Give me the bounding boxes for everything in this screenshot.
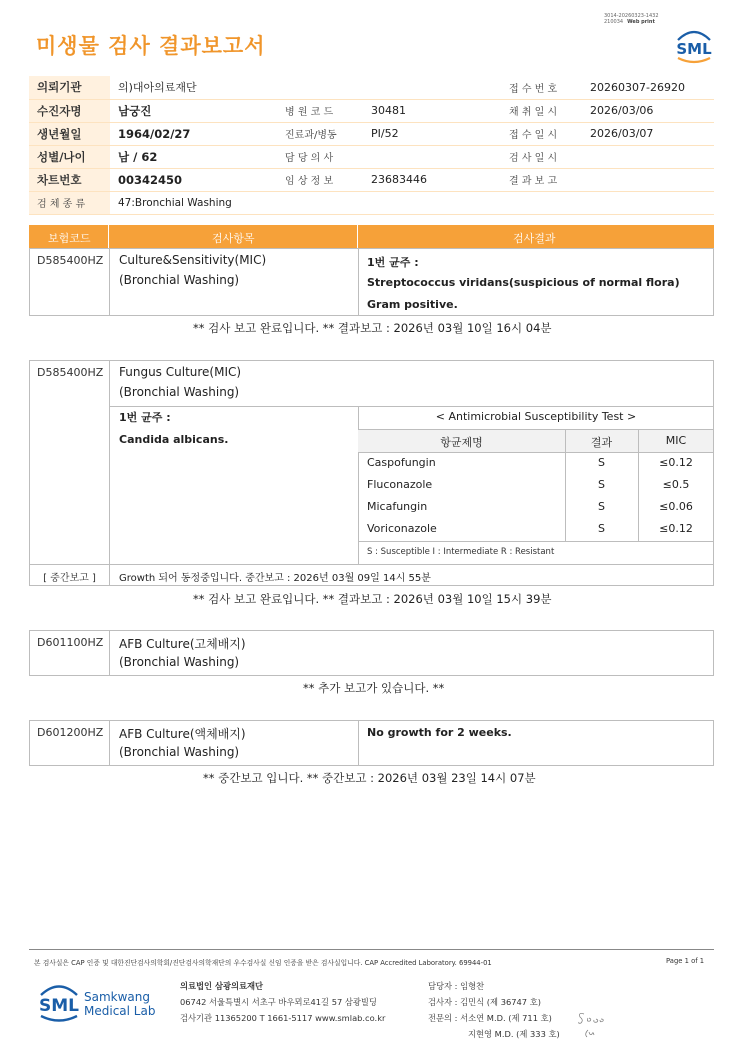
ast-drug-result: S [598, 456, 605, 469]
block3-item-line1: AFB Culture(고체배지) [119, 637, 246, 651]
result-block-fungus [29, 360, 714, 586]
ast-drug-result: S [598, 478, 605, 491]
interim-text: Growth 되어 동정중입니다. 중간보고 : 2026년 03월 09일 14시 55분 [119, 573, 431, 584]
ast-drug-mic: ≤0.12 [659, 456, 693, 469]
clinical-value: 23683446 [363, 168, 501, 191]
patient-value: 남궁진 [110, 99, 277, 122]
chart-label: 차트번호 [29, 168, 110, 191]
staff-label-3: 전문의 : [428, 1013, 458, 1023]
doc-code-line1: 3014-20260323-1432 [604, 13, 659, 19]
org-address: 06742 서울특별시 서초구 바우뫼로41길 57 삼광빌딩 [180, 997, 377, 1007]
staff-label-2: 검사자 : [428, 997, 458, 1007]
sml-logo [672, 26, 716, 64]
block4-item-line1: AFB Culture(액체배지) [119, 727, 246, 741]
hospital-code-value: 30481 [363, 99, 501, 122]
block3-note: ** 추가 보고가 있습니다. ** [303, 681, 445, 695]
patient-label: 수진자명 [29, 99, 110, 122]
footer-sml-logo [36, 980, 82, 1024]
ast-drug-mic: ≤0.5 [662, 478, 690, 491]
block4-item-line2: (Bronchial Washing) [119, 745, 240, 759]
test-date-label: 검 사 일 시 [501, 145, 582, 168]
requester-label: 의뢰기관 [29, 76, 110, 99]
result-block-afb-solid [29, 630, 714, 676]
ast-col-drug: 항균제명 [440, 436, 483, 449]
specimen-label: 검 체 종 류 [29, 191, 110, 214]
dept-label: 진료과/병동 [277, 122, 363, 145]
block2-strain-label: 1번 균주 : [119, 411, 171, 424]
receipt-date-value: 2026/03/07 [582, 122, 714, 145]
collection-date-label: 채 취 일 시 [501, 99, 582, 122]
brand-line2: Medical Lab [84, 1004, 156, 1018]
result-header-result: 검사결과 [513, 232, 556, 245]
block3-code: D601100HZ [37, 636, 104, 649]
org-contact: 검사기관 11365200 T 1661-5117 www.smlab.co.kr [180, 1013, 386, 1023]
patient-info-table [29, 76, 714, 215]
block1-result-line1: 1번 균주 : [367, 256, 419, 269]
staff-2: 김민식 (제 36747 호) [460, 997, 541, 1007]
doctor-value [363, 145, 501, 168]
result-header [29, 225, 714, 248]
staff-1: 임형찬 [460, 981, 485, 991]
result-header-item: 검사항목 [212, 232, 255, 245]
doc-code-line2: 210034 [604, 19, 624, 25]
doctor-label: 담 당 의 사 [277, 145, 363, 168]
block4-code: D601200HZ [37, 726, 104, 739]
block1-item-line1: Culture&Sensitivity(MIC) [119, 253, 267, 267]
sex-age-label: 성별/나이 [29, 145, 110, 168]
signature-image [576, 1008, 610, 1040]
result-block-culture [29, 248, 714, 316]
report-value [582, 168, 714, 191]
footer-logo-text: SML [39, 996, 79, 1016]
page-number: Page 1 of 1 [666, 957, 705, 965]
ast-col-mic: MIC [665, 434, 687, 447]
block4-note: ** 중간보고 입니다. ** 중간보고 : 2026년 03월 23일 14시 07분 [203, 771, 536, 785]
specimen-value: 47:Bronchial Washing [110, 191, 714, 214]
footer-org-block [180, 978, 385, 1026]
ast-drug-result: S [598, 522, 605, 535]
page-title: 미생물 검사 결과보고서 [36, 34, 266, 58]
staff-3: 서소연 M.D. (제 711 호) [460, 1013, 552, 1023]
dept-value: PI/52 [363, 122, 501, 145]
ast-drug-name: Fluconazole [367, 478, 433, 491]
certification-text: 본 검사실은 CAP 인증 및 대한진단검사의학회/진단검사의학재단의 우수검사실 신임 인증을 받은 검사실입니다. CAP Accredited Laboratory. 69944-01 [34, 959, 492, 967]
ast-drug-result: S [598, 500, 605, 513]
ast-drug-mic: ≤0.12 [659, 522, 693, 535]
block2-item-line1: Fungus Culture(MIC) [119, 365, 242, 379]
footer-divider [29, 949, 714, 950]
block1-item-line2: (Bronchial Washing) [119, 273, 240, 287]
receipt-no-label: 접 수 번 호 [501, 76, 582, 99]
chart-value: 00342450 [110, 168, 277, 191]
test-date-value [582, 145, 714, 168]
block1-result-line2: Streptococcus viridans(suspicious of normal flora) [367, 276, 680, 289]
receipt-no-value: 20260307-26920 [582, 76, 714, 99]
hospital-code-label: 병 원 코 드 [277, 99, 363, 122]
ast-legend: S : Susceptible I : Intermediate R : Resistant [367, 547, 555, 557]
footer-staff-block [428, 978, 560, 1042]
collection-date-value: 2026/03/06 [582, 99, 714, 122]
block1-note: ** 검사 보고 완료입니다. ** 결과보고 : 2026년 03월 10일 16시 04분 [193, 321, 552, 335]
block1-code: D585400HZ [37, 254, 104, 267]
result-block-afb-liquid [29, 720, 714, 766]
block4-result: No growth for 2 weeks. [367, 726, 512, 739]
brand-line1: Samkwang [84, 990, 150, 1004]
ast-drug-name: Micafungin [367, 500, 428, 513]
sex-age-value: 남 / 62 [110, 145, 277, 168]
block2-item-line2: (Bronchial Washing) [119, 385, 240, 399]
web-print-label: Web print [627, 19, 655, 25]
interim-label: [ 중간보고 ] [43, 573, 96, 584]
ast-drug-name: Caspofungin [367, 456, 436, 469]
ast-drug-mic: ≤0.06 [659, 500, 693, 513]
clinical-label: 임 상 정 보 [277, 168, 363, 191]
report-label: 결 과 보 고 [501, 168, 582, 191]
result-header-code: 보험코드 [48, 232, 91, 245]
ast-col-result: 결과 [590, 436, 613, 449]
staff-4: 지현영 M.D. (제 333 호) [468, 1029, 560, 1039]
staff-label-1: 담당자 : [428, 981, 458, 991]
block1-result-line3: Gram positive. [367, 298, 458, 311]
document-code [604, 13, 659, 25]
block3-item-line2: (Bronchial Washing) [119, 655, 240, 669]
ast-title: < Antimicrobial Susceptibility Test > [435, 410, 637, 423]
org-name: 의료법인 삼광의료재단 [180, 981, 264, 991]
receipt-date-label: 접 수 일 시 [501, 122, 582, 145]
block2-strain: Candida albicans. [119, 433, 229, 446]
sml-logo-text: SML [676, 40, 712, 58]
birth-value: 1964/02/27 [110, 122, 277, 145]
brand-name [84, 990, 155, 1018]
birth-label: 생년월일 [29, 122, 110, 145]
block2-code: D585400HZ [37, 366, 104, 379]
block2-note: ** 검사 보고 완료입니다. ** 결과보고 : 2026년 03월 10일 15시 39분 [193, 592, 552, 606]
ast-drug-name: Voriconazole [367, 522, 437, 535]
requester-value: 의)대아의료재단 [110, 76, 501, 99]
